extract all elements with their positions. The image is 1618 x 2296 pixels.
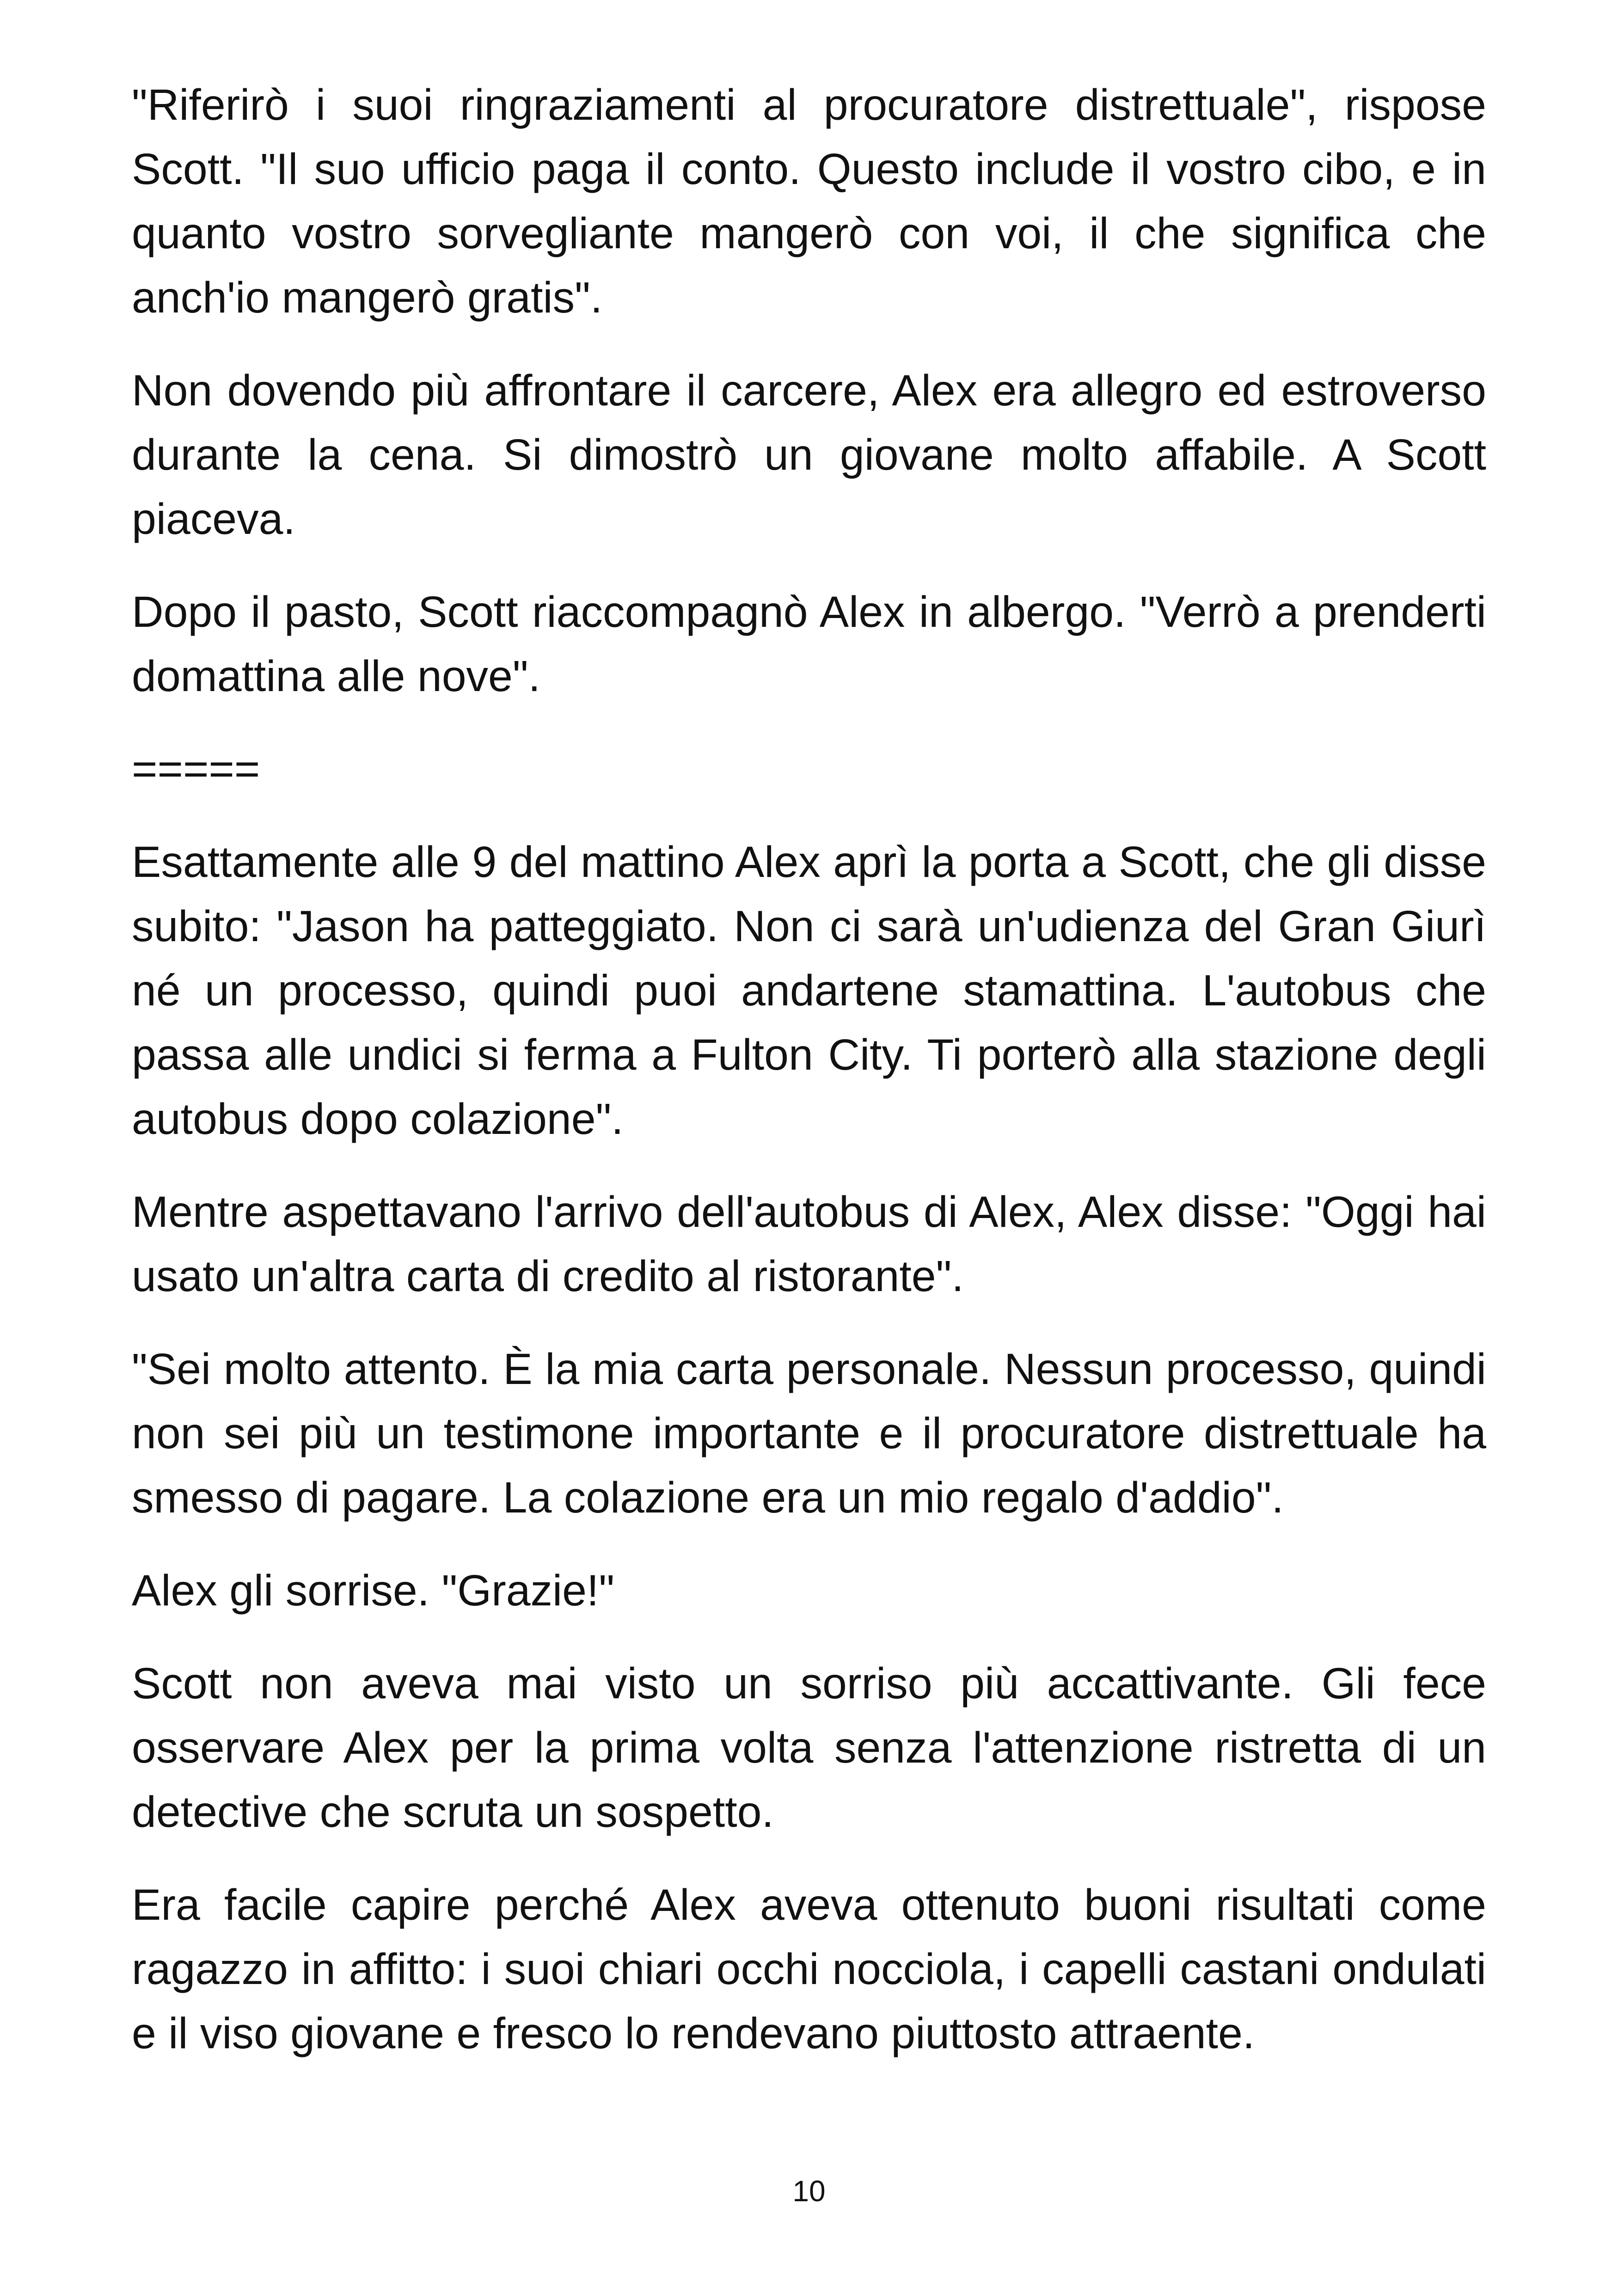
paragraph-7: Alex gli sorrise. "Grazie!"	[132, 1566, 615, 1615]
body-text	[132, 73, 1486, 2094]
page-number: 10	[792, 2174, 826, 2208]
paragraph-3: Dopo il pasto, Scott riaccompagnò Alex in albergo. "Verrò a prenderti domattina alle nove".	[132, 588, 1486, 701]
paragraph-4: Esattamente alle 9 del mattino Alex aprì la porta a Scott, che gli disse subito: "Jason ha patteggiato. Non ci sarà un'udienza del Gran Giurì né un processo, quindi puoi andartene stamattina. L'autobus che passa alle undici si ferma a Fulton City. Ti porterò alla stazione degli autobus dopo colazione".	[132, 838, 1486, 1144]
paragraph-5: Mentre aspettavano l'arrivo dell'autobus di Alex, Alex disse: "Oggi hai usato un'altra carta di credito al ristorante".	[132, 1188, 1486, 1301]
paragraph-1: "Riferirò i suoi ringraziamenti al procuratore distrettuale", rispose Scott. "Il suo ufficio paga il conto. Questo include il vostro cibo, e in quanto vostro sorvegliante mangerò con voi, il che significa che anch'io mangerò gratis".	[132, 80, 1486, 322]
section-break: =====	[132, 745, 260, 794]
paragraph-2: Non dovendo più affrontare il carcere, Alex era allegro ed estroverso durante la cena. Si dimostrò un giovane molto affabile. A Scott piaceva.	[132, 366, 1486, 544]
paragraph-9: Era facile capire perché Alex aveva ottenuto buoni risultati come ragazzo in affitto: i suoi chiari occhi nocciola, i capelli castani ondulati e il viso giovane e fresco lo rendevano piuttosto attraente.	[132, 1880, 1486, 2058]
paragraph-6: "Sei molto attento. È la mia carta personale. Nessun processo, quindi non sei più un testimone importante e il procuratore distrettuale ha smesso di pagare. La colazione era un mio regalo d'addio".	[132, 1345, 1486, 1522]
paragraph-8: Scott non aveva mai visto un sorriso più accattivante. Gli fece osservare Alex per la prima volta senza l'attenzione ristretta di un detective che scruta un sospetto.	[132, 1659, 1486, 1837]
